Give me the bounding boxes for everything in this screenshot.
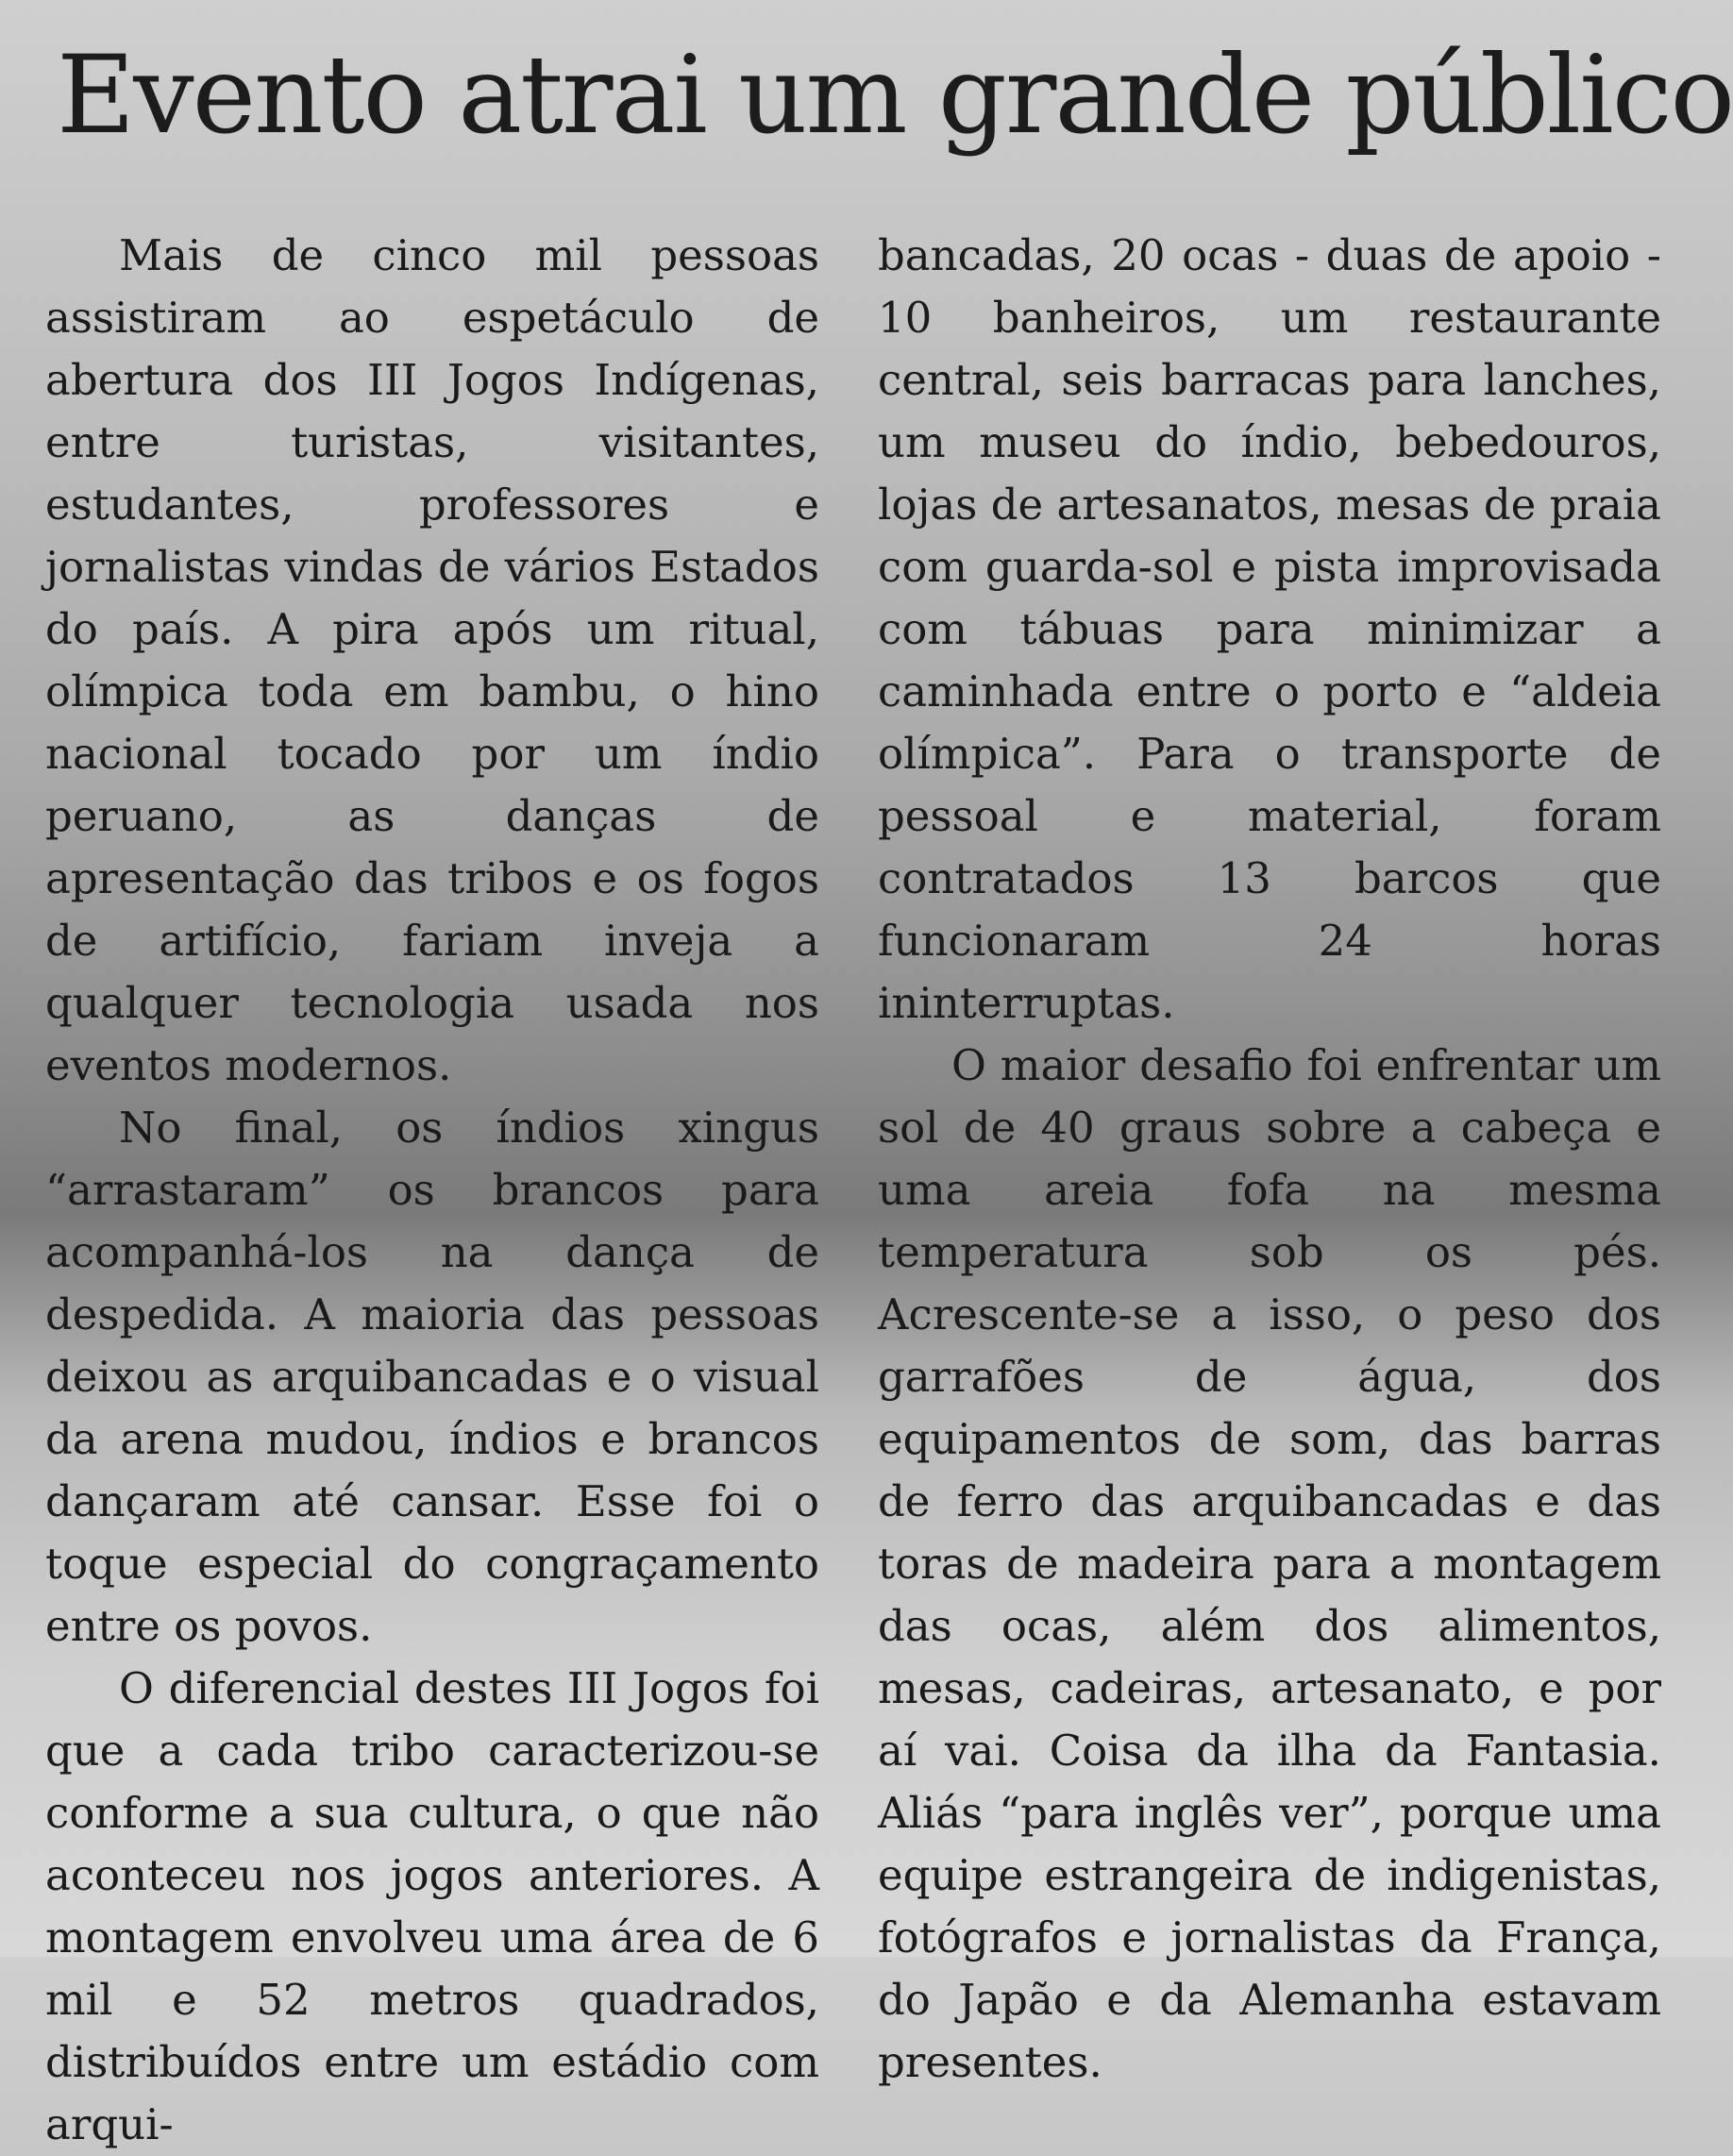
paragraph: Mais de cinco mil pessoas assistiram ao espetáculo de abertura dos III Jogos Indígenas, entre turistas, visitantes, estudantes, professores e jornalistas vindas de vários Estados do país. A pira após um ritual, olímpica toda em bambu, o hino nacional tocado por um índio peruano, as danças de apresentação das tribos e os fogos de artifício, fariam inveja a qualquer tecnologia usada nos eventos modernos.	[45, 230, 819, 1090]
right-column	[878, 225, 1661, 2094]
paragraph: O maior desafio foi enfrentar um sol de 40 graus sobre a cabeça e uma areia fofa na mesma temperatura sob os pés. Acrescente-se a isso, o peso dos garrafões de água, dos equipamentos de som, das barras de ferro das arquibancadas e das toras de madeira para a montagem das ocas, além dos alimentos, mesas, cadeiras, artesanato, e por aí vai. Coisa da ilha da Fantasia. Aliás “para inglês ver”, porque uma equipe estrangeira de indigenistas, fotógrafos e jornalistas da França, do Japão e da Alemanha estavam presentes.	[878, 1040, 1661, 2087]
paragraph: No final, os índios xingus “arrastaram” os brancos para acompanhá-los na dança de despedida. A maioria das pessoas deixou as arquibancadas e o visual da arena mudou, índios e brancos dançaram até cansar. Esse foi o toque especial do congraçamento entre os povos.	[45, 1103, 819, 1651]
headline: Evento atrai um grande público	[57, 32, 1733, 158]
left-column	[45, 225, 819, 2156]
paragraph: bancadas, 20 ocas - duas de apoio - 10 banheiros, um restaurante central, seis barracas para lanches, um museu do índio, bebedouros, lojas de artesanatos, mesas de praia com guarda-sol e pista improvisada com tábuas para minimizar a caminhada entre o porto e “aldeia olímpica”. Para o transporte de pessoal e material, foram contratados 13 barcos que funcionaram 24 horas ininterruptas.	[878, 230, 1661, 1028]
paragraph: O diferencial destes III Jogos foi que a cada tribo caracterizou-se conforme a sua cultura, o que não aconteceu nos jogos anteriores. A montagem envolveu uma área de 6 mil e 52 metros quadrados, distribuídos entre um estádio com arqui-	[45, 1663, 819, 2149]
